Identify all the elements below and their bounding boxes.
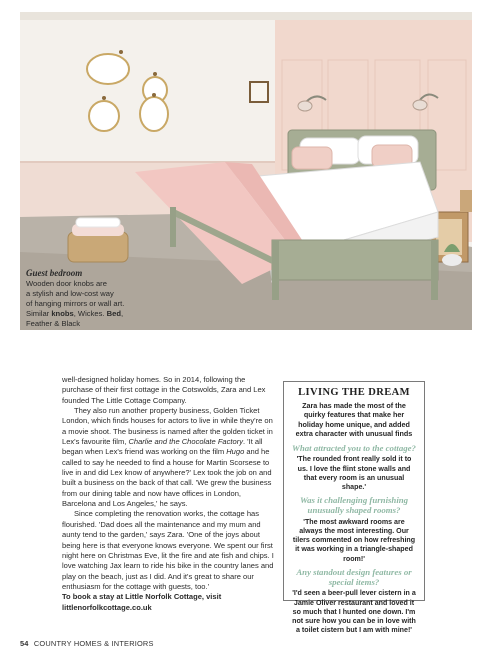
living-the-dream-box [283, 381, 425, 635]
article-paragraph: well-designed holiday homes. So in 2014, following the purchase of their first cottage in the Cotswolds, Zara and Lex founded The Little Cottage Company. [62, 375, 266, 405]
sidebar-intro: Zara has made the most of the quirky features that make her holiday home unique, and added extra character with unusual finds [295, 401, 413, 439]
caption-credit-suffix: , Feather & Black [26, 309, 124, 328]
article-paragraph [62, 406, 274, 509]
article-body [62, 375, 274, 613]
publication-name: COUNTRY HOMES & INTERIORS [33, 639, 154, 648]
page-number: 54 [20, 639, 29, 648]
sidebar-question: Was it challenging furnishing unusually shaped rooms? [299, 495, 409, 515]
caption-credit-prefix: Similar [26, 309, 52, 318]
sidebar-question: Any standout design features or special items? [296, 567, 412, 587]
film-title: Charlie and the Chocolate Factory [128, 437, 243, 447]
caption-credit-mid: , Wickes. [73, 309, 105, 318]
caption-line: Wooden door knobs are [26, 279, 107, 288]
article-text: . 'It all began when Lex's friend was working on the film [62, 437, 263, 457]
article-text: They also run another property business, Golden Ticket London, which finds houses for actors to live in while they're on a movie shoot. The business is named after the golden ticket in Lex's favourite film, [62, 406, 273, 447]
caption-credit-knobs: knobs [51, 309, 74, 318]
film-title: Hugo [226, 447, 245, 457]
article-paragraph: Since completing the renovation works, the cottage has flourished. 'Dad does all the maintenance and my mum and aunty tend to the garden,' says Zara. 'One of the joys about being here is that everyone knows everyone. We spent our first night here on Christmas Eve, lit the fire and ate fish and chips. I love watching Jax learn to ride his bike in the country lanes and play on the beach, just as I did. And it's great to share our enthusiasm for the cottage with guests, too.' [62, 509, 274, 591]
sidebar-question: What attracted you to the cottage? [292, 442, 416, 453]
sidebar-answer: 'The rounded front really sold it to us. I love the flint stone walls and that every room is an unusual shape.' [296, 455, 412, 492]
booking-link[interactable]: To book a stay at Little Norfolk Cottage, visit littlenorfolkcottage.co.uk [62, 592, 222, 612]
sidebar-title: LIVING THE DREAM [298, 387, 410, 398]
photo-caption [26, 268, 146, 329]
caption-line: a stylish and low-cost way [26, 289, 114, 298]
caption-line: of hanging mirrors or wall art. [26, 299, 125, 308]
sidebar-answer: 'I'd seen a beer-pull lever cistern in a Jamie Oliver restaurant and loved it so much that I hunted one down. I'm not sure how you can be in love with a toilet cistern but I am with mine!' [292, 589, 416, 635]
sidebar-answer: 'The most awkward rooms are always the most interesting. Our tilers commented on how refreshing it was working in a triangle-shaped room!' [292, 517, 416, 563]
caption-credit-bed: Bed [106, 309, 121, 318]
page-footer [20, 639, 154, 648]
article-text: and he called to say he needed to find a house for Martin Scorsese to live in and did Lex know of anywhere?' Lex took the job on and built a business on the back of that call. 'We grew the business from our dining table and now have offices in London, Barcelona and Los Angeles,' he says. [62, 447, 272, 509]
caption-title: Guest bedroom [26, 268, 83, 278]
